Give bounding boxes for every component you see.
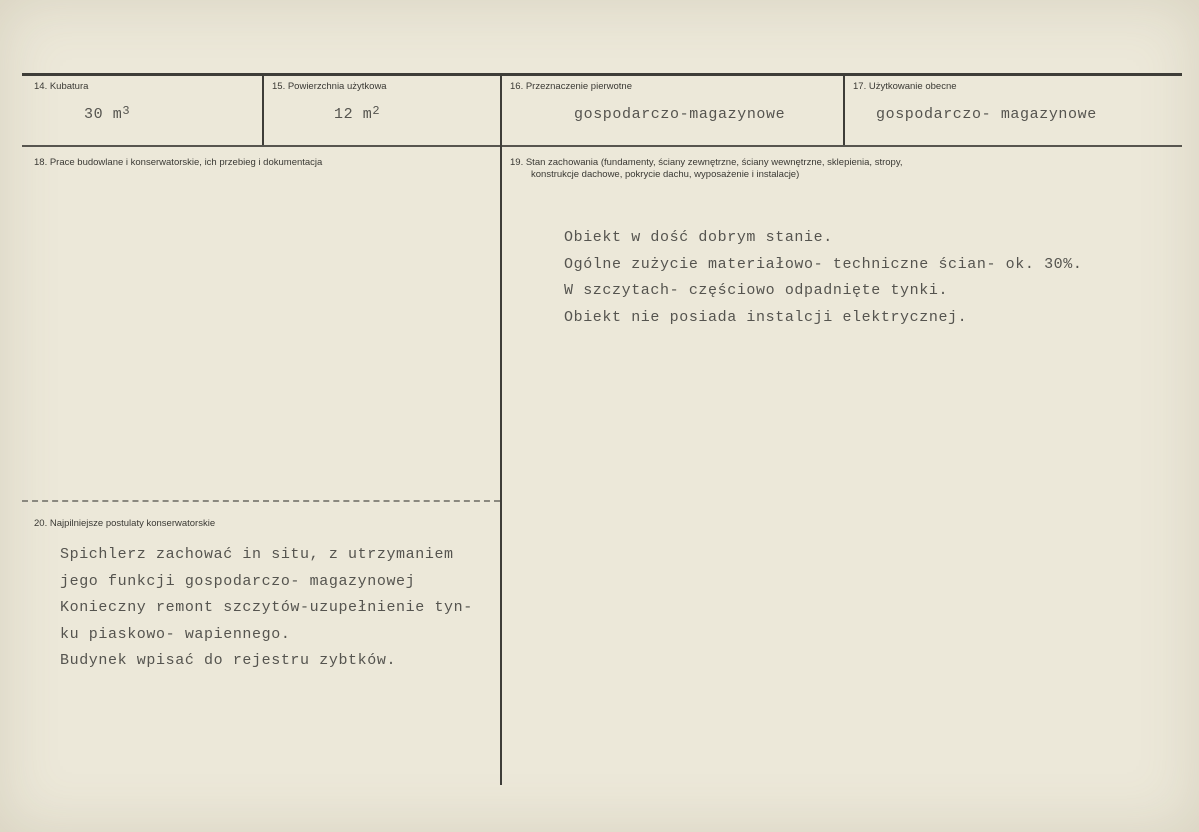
field-16-value: gospodarczo-magazynowe — [574, 106, 786, 123]
field-15-exponent: 2 — [372, 104, 381, 118]
field-19-line: Obiekt w dość dobrym stanie. — [564, 229, 833, 246]
divider-14-15 — [262, 75, 264, 145]
field-15-number: 12 m — [334, 106, 373, 123]
divider-16-17 — [843, 75, 845, 145]
field-16-label: 16. Przeznaczenie pierwotne — [510, 81, 632, 92]
field-14-label: 14. Kubatura — [34, 81, 89, 92]
field-14-value — [84, 106, 130, 123]
field-20-line: ku piaskowo- wapiennego. — [60, 625, 291, 643]
box18-bottom-rule — [22, 500, 500, 502]
field-19-line: Obiekt nie posiada instalcji elektrycznej. — [564, 308, 968, 326]
field-17-value: gospodarczo- magazynowe — [876, 106, 1097, 123]
field-19-label-line2: konstrukcje dachowe, pokrycie dachu, wyposażenie i instalacje) — [531, 169, 800, 180]
top-rule — [22, 73, 1182, 76]
field-14-number: 30 m — [84, 106, 123, 123]
field-19-line: W szczytach- częściowo odpadnięte tynki. — [564, 282, 949, 299]
field-20-label: 20. Najpilniejsze postulaty konserwatorskie — [34, 518, 216, 529]
field-20-line: jego funkcji gospodarczo- magazynowej — [60, 572, 416, 590]
field-20-line: Budynek wpisać do rejestru zybtków. — [60, 652, 397, 669]
field-19-text — [564, 225, 1082, 331]
field-15-value — [334, 106, 380, 123]
field-19-line: Ogólne zużycie materiałowo- techniczne ścian- ok. 30%. — [564, 255, 1083, 273]
field-20-text — [60, 542, 473, 675]
field-19-label-line1: 19. Stan zachowania (fundamenty, ściany zewnętrzne, ściany wewnętrzne, sklepienia, stropy, — [510, 157, 903, 168]
field-14-exponent: 3 — [122, 104, 131, 118]
divider-15-16 — [500, 75, 502, 785]
field-17-label: 17. Użytkowanie obecne — [853, 81, 957, 92]
field-20-line: Spichlerz zachować in situ, z utrzymaniem — [60, 546, 454, 563]
field-20-line: Konieczny remont szczytów-uzupełnienie tyn- — [60, 599, 473, 616]
field-15-label: 15. Powierzchnia użytkowa — [272, 81, 387, 92]
row1-bottom-rule — [22, 145, 1182, 147]
field-18-label: 18. Prace budowlane i konserwatorskie, ich przebieg i dokumentacja — [34, 157, 323, 168]
